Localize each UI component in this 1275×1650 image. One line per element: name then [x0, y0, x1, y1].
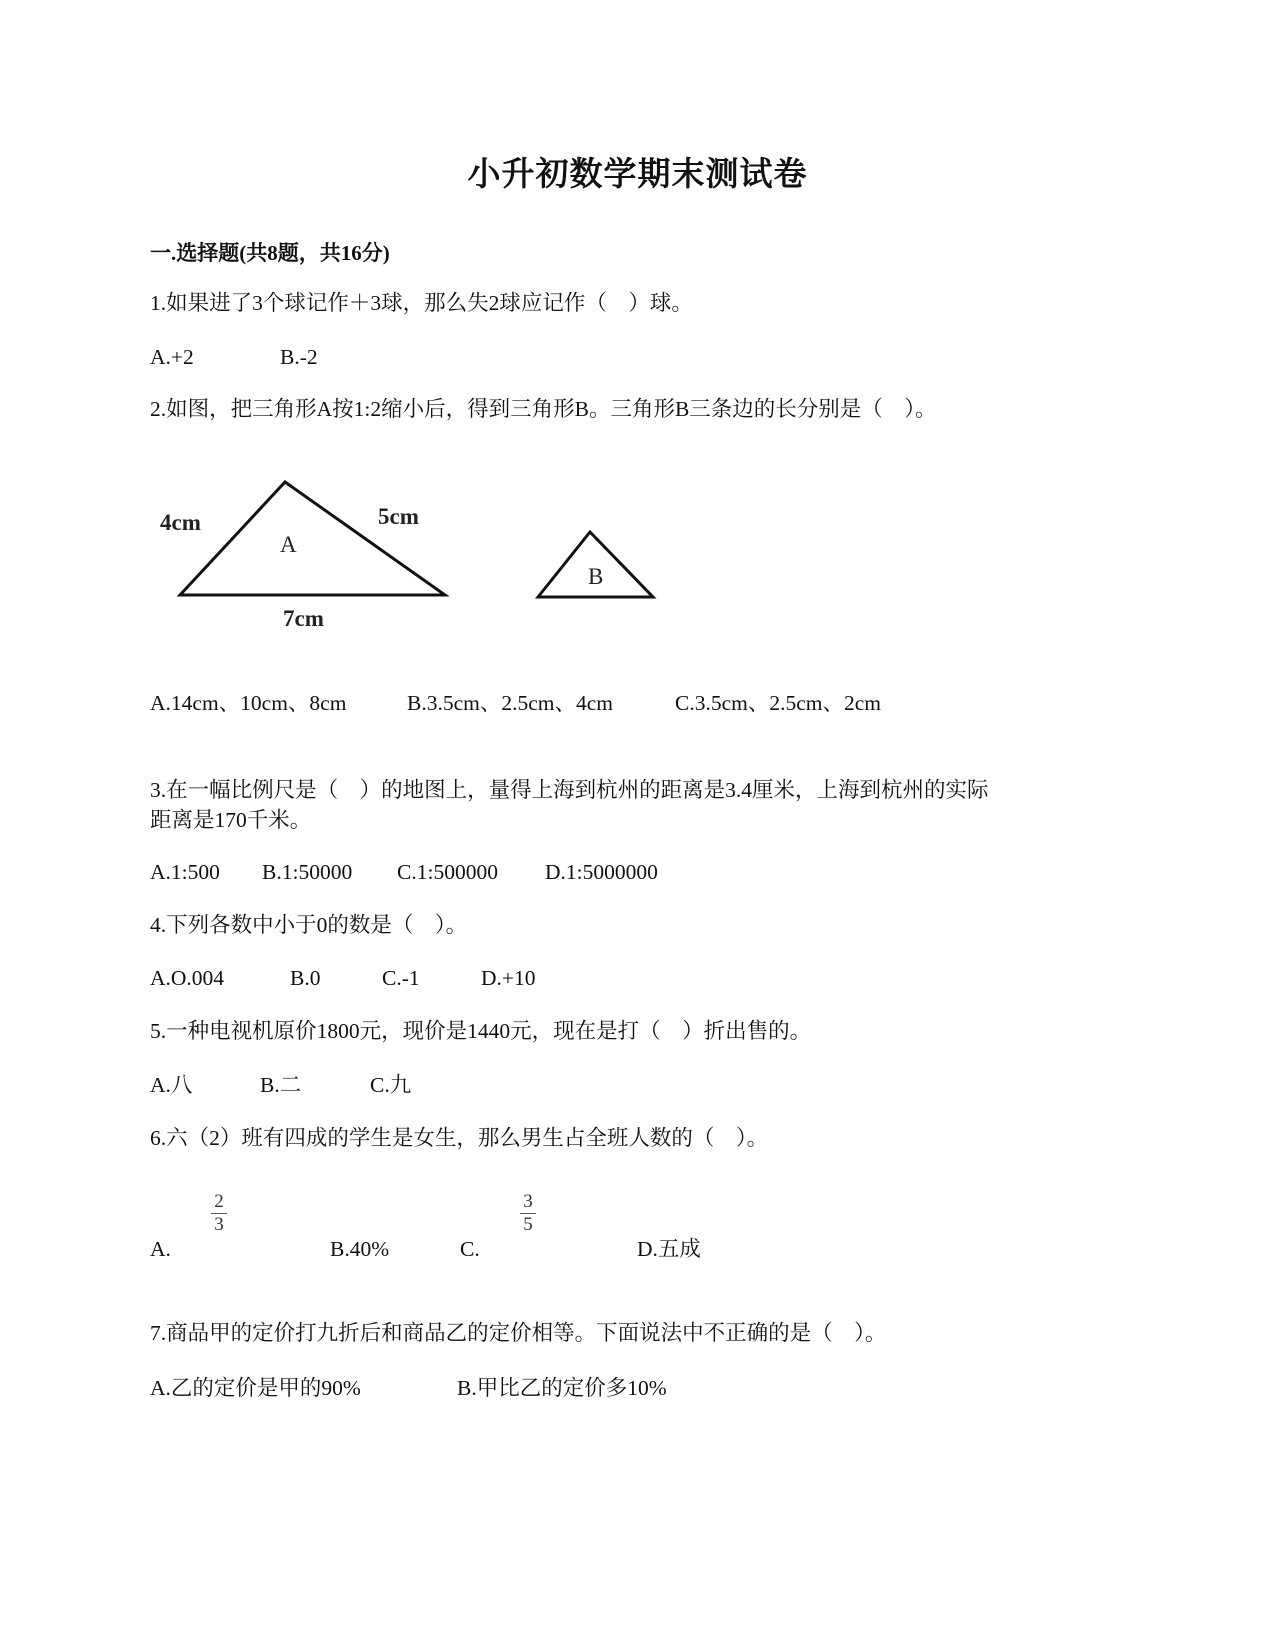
q5-option-c: C.九 [370, 1073, 412, 1097]
q3-option-c: C.1:500000 [397, 860, 498, 884]
triangle-figure [150, 460, 690, 660]
q6-fraction-a [209, 1191, 229, 1236]
question-2: 2.如图，把三角形A按1:2缩小后，得到三角形B。三角形B三条边的长分别是（ ）。 [150, 397, 937, 421]
question-5: 5.一种电视机原价1800元，现价是1440元，现在是打（ ）折出售的。 [150, 1019, 812, 1043]
triangle-a-left-side-label: 4cm [160, 510, 201, 535]
section-heading: 一.选择题(共8题，共16分) [150, 241, 390, 265]
q4-option-a: A.O.004 [150, 966, 225, 990]
q4-option-c: C.-1 [382, 966, 420, 990]
q3-option-b: B.1:50000 [262, 860, 353, 884]
q7-option-a: A.乙的定价是甲的90% [150, 1376, 361, 1400]
question-4: 4.下列各数中小于0的数是（ ）。 [150, 913, 468, 937]
q3-option-a: A.1:500 [150, 860, 220, 884]
q6-option-d: D.五成 [637, 1237, 701, 1261]
triangle-b-label: B [588, 564, 604, 589]
q6-fraction-c-numerator: 3 [523, 1191, 533, 1212]
q6-fraction-c-denominator: 5 [523, 1214, 533, 1235]
q6-option-a: A. [150, 1237, 171, 1261]
question-3-line-2: 距离是170千米。 [150, 808, 312, 832]
q7-option-b: B.甲比乙的定价多10% [457, 1376, 667, 1400]
q4-option-d: D.+10 [481, 966, 536, 990]
q5-option-b: B.二 [260, 1073, 302, 1097]
q6-option-c: C. [460, 1237, 480, 1261]
q5-option-a: A.八 [150, 1073, 193, 1097]
triangle-a-right-side-label: 5cm [378, 504, 419, 529]
q2-option-a: A.14cm、10cm、8cm [150, 691, 347, 715]
q2-option-b: B.3.5cm、2.5cm、4cm [407, 691, 614, 715]
q6-fraction-a-denominator: 3 [214, 1214, 224, 1235]
page-title: 小升初数学期末测试卷 [467, 157, 808, 193]
q6-fraction-a-numerator: 2 [214, 1191, 224, 1212]
question-3-line-1: 3.在一幅比例尺是（ ）的地图上，量得上海到杭州的距离是3.4厘米，上海到杭州的实际 [150, 778, 989, 802]
triangle-a-label: A [280, 532, 297, 557]
question-6: 6.六（2）班有四成的学生是女生，那么男生占全班人数的（ ）。 [150, 1126, 769, 1150]
q6-fraction-c [518, 1191, 538, 1236]
triangle-a-base-label: 7cm [283, 606, 324, 631]
q1-option-b: B.-2 [280, 345, 318, 369]
q3-option-d: D.1:5000000 [545, 860, 658, 884]
q2-option-c: C.3.5cm、2.5cm、2cm [675, 691, 882, 715]
triangle-a-shape [180, 482, 445, 595]
q6-option-b: B.40% [330, 1237, 390, 1261]
question-7: 7.商品甲的定价打九折后和商品乙的定价相等。下面说法中不正确的是（ ）。 [150, 1321, 887, 1345]
q1-option-a: A.+2 [150, 345, 194, 369]
question-1: 1.如果进了3个球记作＋3球，那么失2球应记作（ ）球。 [150, 291, 693, 315]
q4-option-b: B.0 [290, 966, 321, 990]
